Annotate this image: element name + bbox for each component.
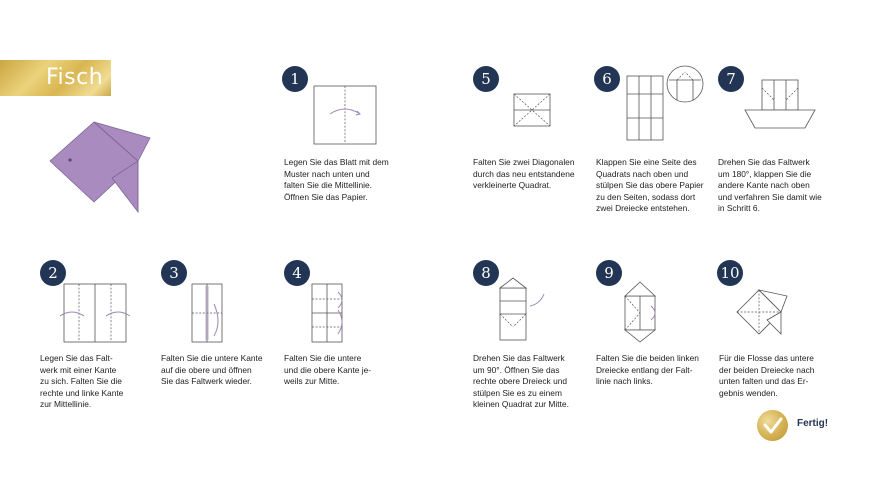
step-6-diagram — [627, 64, 707, 144]
done-label: Fertig! — [797, 418, 829, 429]
step-6-badge: 6 — [594, 66, 620, 92]
title-banner — [0, 60, 111, 96]
step-8-badge: 8 — [473, 260, 499, 286]
step-7-badge: 7 — [718, 66, 744, 92]
step-7-diagram — [745, 78, 815, 134]
step-7-text: Drehen Sie das Faltwerk um 180°, klappen Sie die andere Kante nach oben und verfahren Sie damit wie in Schritt 6. — [718, 157, 822, 214]
step-2-text: Legen Sie das Falt- werk mit einer Kante zu sich. Falten Sie die rechte und linke Kante zur Mittellinie. — [40, 353, 124, 410]
step-4-text: Falten Sie die untere und die obere Kante je- weils zur Mitte. — [284, 353, 372, 387]
step-9-text: Falten Sie die beiden linken Dreiecke entlang der Falt- linie nach links. — [596, 353, 699, 387]
step-2-badge: 2 — [40, 260, 66, 286]
step-9-diagram — [621, 280, 665, 344]
step-6-text: Klappen Sie eine Seite des Quadrats nach oben und stülpen Sie das obere Papier zu den Seiten, sodass dort zwei Dreiecke entstehen. — [596, 157, 704, 214]
step-5-text: Falten Sie zwei Diagonalen durch das neu entstandene verkleinerte Quadrat. — [473, 157, 575, 191]
step-1-text: Legen Sie das Blatt mit dem Muster nach unten und falten Sie die Mittellinie. Öffnen Sie das Papier. — [284, 157, 389, 202]
step-10-diagram — [737, 284, 789, 340]
fish-illustration — [50, 120, 160, 215]
step-8-text: Drehen Sie das Faltwerk um 90°. Öffnen Sie das rechte obere Dreieck und stülpen Sie es zu einem kleinen Quadrat zur Mitte. — [473, 353, 569, 410]
step-2-diagram — [64, 284, 130, 344]
step-1-diagram — [314, 86, 378, 146]
step-10-text: Für die Flosse das untere der beiden Dreiecke nach unten falten und das Er- gebnis wenden. — [719, 353, 815, 398]
checkmark-icon — [757, 410, 788, 441]
step-4-diagram — [312, 284, 350, 344]
step-8-diagram — [500, 278, 550, 344]
step-3-diagram — [192, 284, 226, 344]
step-3-text: Falten Sie die untere Kante auf die obere und öffnen Sie das Faltwerk wieder. — [161, 353, 263, 387]
page-title: Fisch — [46, 65, 104, 90]
step-5-diagram — [514, 94, 554, 130]
step-3-badge: 3 — [161, 260, 187, 286]
step-5-badge: 5 — [473, 66, 499, 92]
step-10-badge: 10 — [717, 260, 743, 286]
step-9-badge: 9 — [596, 260, 622, 286]
step-4-badge: 4 — [284, 260, 310, 286]
step-1-badge: 1 — [282, 66, 308, 92]
